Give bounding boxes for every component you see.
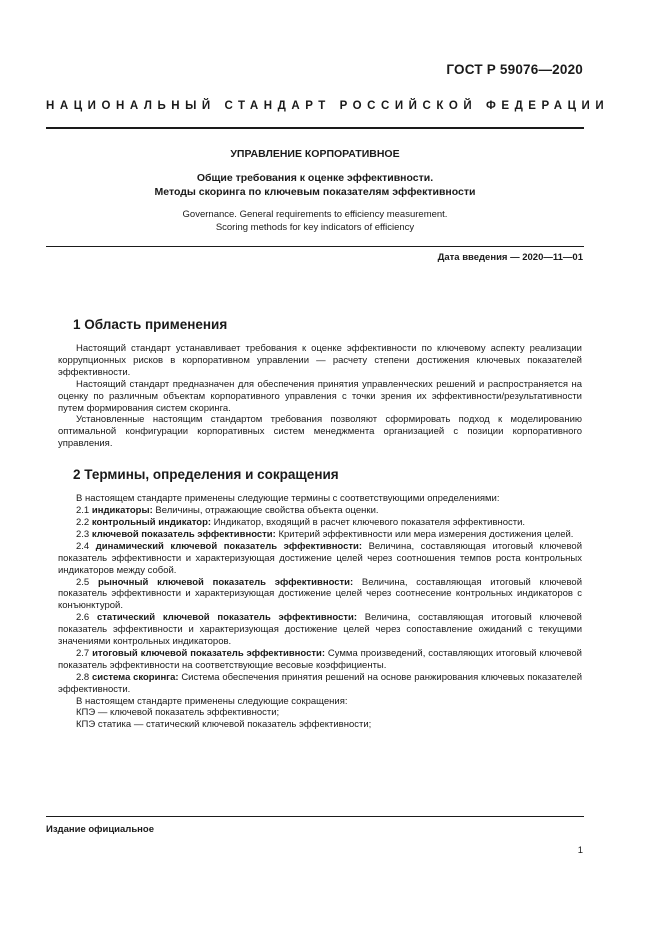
section-1-paragraph: Настоящий стандарт предназначен для обеспечения принятия управленческих решений и распространяется на оценку по различным объектам корпоративного управления с точки зрения их эффективности/результативности путем формирования систем скоринга. (58, 378, 582, 414)
term-definition: Величина, составляющая итоговый ключевой показатель эффективности и характеризующая достижение целей через сопоставление ожиданий с текущими значениями контрольных индикаторов. (58, 612, 582, 648)
footer-rule (46, 816, 584, 817)
introduction-date: Дата введения — 2020—11—01 (437, 252, 583, 263)
english-title (46, 209, 584, 234)
term-entry (58, 517, 582, 529)
term-definition: Величины, отражающие свойства объекта оценки. (152, 505, 379, 517)
term-definition: Величина, составляющая итоговый ключевой показатель эффективности и характеризующая достижение целей через соотношения темпов роста контрольных индикаторов между собой. (58, 540, 582, 576)
term-number: 2.2 (76, 516, 92, 528)
term-definition: Сумма произведений, составляющих итоговый ключевой показатель эффективности на соответствующие весовые коэффициенты. (58, 647, 582, 671)
document-number: ГОСТ Р 59076—2020 (446, 62, 583, 77)
term-entry (58, 672, 582, 696)
term-number: 2.1 (76, 505, 92, 517)
term-name: динамический ключевой показатель эффективности: (95, 540, 363, 552)
term-name: статический ключевой показатель эффективности: (96, 612, 358, 624)
term-number: 2.3 (76, 528, 92, 540)
body-text (58, 316, 582, 731)
document-subtitle (46, 172, 584, 199)
section-1-heading: 1 Область применения (73, 317, 228, 332)
term-definition: Величина, составляющая итоговый ключевой показатель эффективности и характеризующая достижение целей через соотнесение контрольных индикаторов с конъюнктурой. (58, 576, 582, 612)
section-1-paragraph: Установленные настоящим стандартом требования позволяют сформировать подход к моделированию оптимальной конфигурации корпоративных систем менеджмента организацией с позиции корпоративного управления. (58, 414, 582, 450)
title-block (46, 148, 584, 234)
abbreviation-entry: КПЭ — ключевой показатель эффективности; (76, 707, 280, 719)
term-name: итоговый ключевой показатель эффективности: (92, 647, 326, 659)
term-number: 2.8 (76, 671, 92, 683)
abbreviations-intro: В настоящем стандарте применены следующие сокращения: (76, 695, 348, 707)
english-title-line-1: Governance. General requirements to efficiency measurement. (182, 209, 448, 220)
term-entry (58, 612, 582, 648)
term-number: 2.5 (76, 576, 98, 588)
term-number: 2.4 (76, 540, 96, 552)
official-edition-label: Издание официальное (46, 824, 154, 835)
header-rule (46, 127, 584, 129)
term-name: система скоринга: (91, 671, 179, 683)
term-entry (58, 529, 582, 541)
page-number: 1 (577, 845, 583, 856)
term-entry (58, 648, 582, 672)
subtitle-line-2: Методы скоринга по ключевым показателям эффективности (154, 185, 476, 198)
document-title: УПРАВЛЕНИЕ КОРПОРАТИВНОЕ (230, 148, 400, 160)
term-definition: Индикатор, входящий в расчет ключевого показателя эффективности. (211, 516, 526, 528)
term-number: 2.7 (76, 647, 93, 659)
section-2-heading: 2 Термины, определения и сокращения (73, 467, 339, 483)
subtitle-line-1: Общие требования к оценке эффективности. (196, 172, 434, 184)
abbreviation-entry: КПЭ статика — статический ключевой показатель эффективности; (76, 719, 372, 731)
term-name: контрольный индикатор: (91, 516, 212, 528)
terms-intro: В настоящем стандарте применены следующие термины с соответствующими определениями: (76, 493, 500, 505)
term-definition: Критерий эффективности или мера измерения достижения целей. (275, 528, 574, 540)
term-name: индикаторы: (91, 505, 153, 517)
term-number: 2.6 (76, 612, 97, 624)
term-entry (58, 577, 582, 613)
section-1-paragraph: Настоящий стандарт устанавливает требования к оценке эффективности по ключевому аспекту реализации коррупционных рисков в корпоративном управлении — расчету степени достижения ключевых показателей эффективности. (58, 343, 582, 378)
national-standard-heading: НАЦИОНАЛЬНЫЙ СТАНДАРТ РОССИЙСКОЙ ФЕДЕРАЦИИ (46, 100, 610, 112)
term-name: рыночный ключевой показатель эффективности: (97, 576, 354, 588)
title-rule (46, 246, 584, 247)
term-entry (58, 541, 582, 577)
english-title-line-2: Scoring methods for key indicators of efficiency (215, 221, 415, 233)
term-name: ключевой показатель эффективности: (91, 528, 276, 540)
term-entry (58, 505, 582, 517)
term-definition: Система обеспечения принятия решений на основе ранжирования ключевых показателей эффективности. (58, 671, 582, 695)
